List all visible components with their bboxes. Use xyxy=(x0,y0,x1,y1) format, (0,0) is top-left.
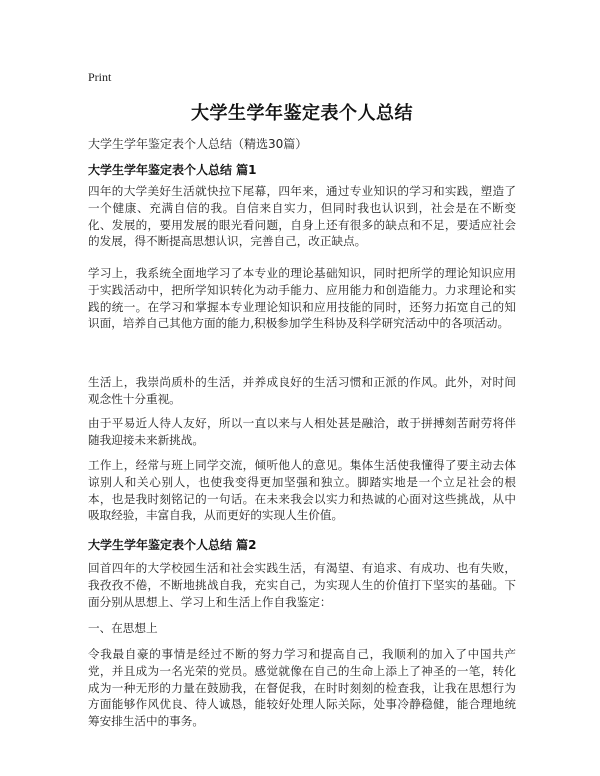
section-heading-2: 大学生学年鉴定表个人总结 篇2 xyxy=(88,538,257,552)
section-heading-1: 大学生学年鉴定表个人总结 篇1 xyxy=(88,163,257,177)
page-title: 大学生学年鉴定表个人总结 xyxy=(191,103,413,124)
paragraph: 一、在思想上 xyxy=(88,621,158,635)
paragraph: 令我最自豪的事情是经过不断的努力学习和提高自己，我顺利的加入了中国共产党，并且成为一名光荣的党员。感觉就像在自己的生命上添上了神圣的一笔，转化成为一种无形的力量在鼓励我，在督促我，在时时刻刻的检查我，让我在思想行为方面能够作风优良、待人诚恳，能较好处理人际关际，处事冷静稳健，能合理地统筹安排生活中的事务。 xyxy=(88,647,516,729)
paragraph: 学习上，我系统全面地学习了本专业的理论基础知识，同时把所学的理论知识应用于实践活动中，把所学知识转化为动手能力、应用能力和创造能力。力求理论和实践的统一。在学习和掌握本专业理论知识和应用技能的同时，还努力拓宽自己的知识面，培养自己其他方面的能力,积极参加学生科协及科学研究活动中的各项活动。 xyxy=(88,266,516,331)
paragraph: 四年的大学美好生活就快拉下尾幕，四年来，通过专业知识的学习和实践，塑造了一个健康、充满自信的我。自信来自实力，但同时我也认识到，社会是在不断变化、发展的，要用发展的眼光看问题，自身上还有很多的缺点和不足，要适应社会的发展，得不断提高思想认识，完善自己，改正缺点。 xyxy=(88,184,516,249)
paragraph: 生活上，我崇尚质朴的生活，并养成良好的生活习惯和正派的作风。此外，对时间观念性十分重视。 xyxy=(88,375,516,406)
print-label[interactable]: Print xyxy=(88,70,112,84)
paragraph: 工作上，经常与班上同学交流，倾听他人的意见。集体生活使我懂得了要主动去体谅别人和关心别人，也使我变得更加坚强和独立。脚踏实地是一个立足社会的根本，也是我时刻铭记的一句话。在未来我会以实力和热诚的心面对这些挑战，从中吸取经验，丰富自我，从而更好的实现人生价值。 xyxy=(88,458,516,523)
paragraph: 由于平易近人待人友好，所以一直以来与人相处甚是融洽，敢于拼搏刻苦耐劳将伴随我迎接未来新挑战。 xyxy=(88,416,516,447)
paragraph: 回首四年的大学校园生活和社会实践生活，有渴望、有追求、有成功、也有失败，我孜孜不倦，不断地挑战自我，充实自己，为实现人生的价值打下坚实的基础。下面分别从思想上、学习上和生活上作自我鉴定： xyxy=(88,561,516,609)
document-subtitle: 大学生学年鉴定表个人总结（精选30篇） xyxy=(88,137,308,151)
